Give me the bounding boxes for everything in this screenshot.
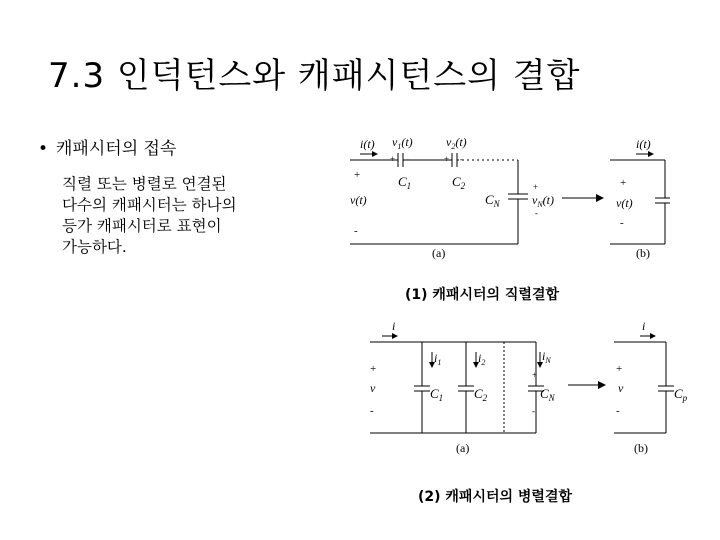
cn-label: $C_N$ (540, 386, 555, 403)
equiv-voltage-label: v (618, 381, 624, 395)
v1-label: $v_1(t)$ (392, 135, 413, 151)
equiv-current-label: i(t) (636, 137, 651, 151)
label-a: (a) (456, 441, 470, 455)
c2-label: $C_2$ (474, 386, 488, 403)
slide-title: 7.3 인덕턴스와 캐패시턴스의 결합 (48, 56, 581, 96)
parallel-circuit-figure (360, 318, 690, 458)
c2-label: $C_2$ (452, 174, 466, 191)
equiv-plus: + (620, 177, 627, 189)
series-circuit-diagram (340, 134, 670, 264)
equiv-plus: + (616, 363, 623, 375)
label-a: (a) (432, 246, 446, 260)
bullet-icon: • (38, 139, 49, 159)
source-plus: + (354, 169, 361, 181)
current-label: i(t) (360, 137, 375, 151)
vn-label: $v_N(t)$ (532, 193, 554, 209)
v1-plus: + (390, 154, 396, 164)
source-minus: - (354, 225, 358, 237)
bullet-item (38, 134, 176, 159)
fig2-caption: (2) 캐패시터의 병렬결합 (418, 489, 573, 505)
i1-label: $i_1$ (434, 351, 442, 367)
body-text: 직렬 또는 병렬로 연결된 다수의 캐패시터는 하나의 등가 캐패시터로 표현이 가능하다. (62, 175, 237, 256)
equiv-voltage-label: v(t) (616, 196, 633, 210)
v2-plus: + (444, 154, 450, 164)
cn-label: $C_N$ (485, 192, 500, 209)
label-b: (b) (636, 246, 650, 260)
c1-label: $C_1$ (398, 174, 412, 191)
series-circuit-figure (340, 134, 670, 264)
current-label: i (392, 319, 396, 333)
parallel-circuit-diagram (360, 318, 690, 458)
equiv-minus: - (616, 405, 620, 417)
cp-label: $C_p$ (674, 386, 688, 403)
label-b: (b) (634, 441, 648, 455)
i2-label: $i_2$ (478, 351, 486, 367)
cn-minus: - (532, 406, 535, 416)
cn-plus: + (532, 370, 538, 380)
source-plus: + (370, 363, 377, 375)
v2-minus: - (460, 154, 463, 164)
vn-minus: - (535, 208, 538, 218)
source-minus: - (370, 405, 374, 417)
source-voltage-label: v (370, 381, 376, 395)
c1-label: $C_1$ (430, 386, 444, 403)
v2-label: $v_2(t)$ (446, 135, 467, 151)
bullet-label: 캐패시터의 접속 (56, 139, 177, 159)
equiv-current-label: i (642, 319, 646, 333)
source-voltage-label: v(t) (350, 193, 367, 207)
equiv-minus: - (620, 217, 624, 229)
fig1-caption: (1) 캐패시터의 직렬결합 (405, 287, 560, 303)
v1-minus: - (406, 154, 409, 164)
in-label: $i_N$ (542, 349, 551, 365)
vn-plus: + (533, 182, 539, 192)
